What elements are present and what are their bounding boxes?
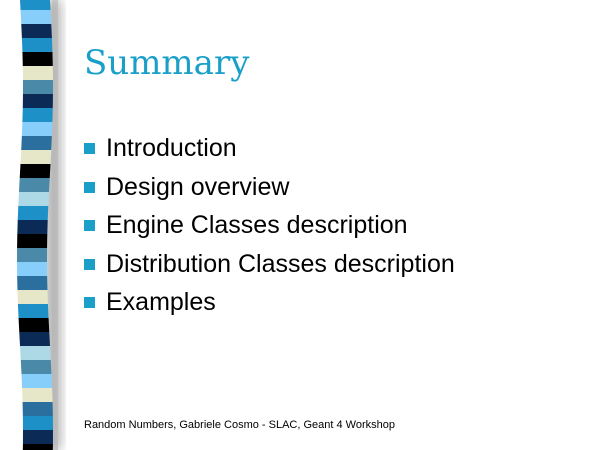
decorative-side-strip [0,0,66,450]
bullet-text: Design overview [106,172,290,201]
strip-band [23,430,53,444]
strip-band [21,374,52,388]
strip-band [17,234,47,248]
strip-band [19,318,50,332]
strip-band [22,388,52,402]
strip-band [17,290,47,304]
square-bullet-icon [84,259,95,270]
strip-band [23,80,53,94]
strip-band [18,304,49,318]
strip-band [17,262,47,276]
strip-band [18,192,49,206]
strip-band [22,122,53,136]
strip-band [20,150,51,164]
slide-title: Summary [84,43,250,83]
strip-band [23,94,53,108]
strip-band [23,66,53,80]
bullet-text: Introduction [106,134,237,162]
bullet-text: Examples [106,288,216,316]
strip-band [23,402,53,416]
strip-band [22,52,52,66]
strip-band [21,360,52,374]
strip-band [23,444,53,450]
strip-band [21,10,52,24]
strip-band [23,416,53,430]
square-bullet-icon [84,220,95,231]
strip-band [21,136,52,150]
bullet-text: Engine Classes description [106,211,408,239]
strip-band [20,0,51,10]
strip-band [19,178,50,192]
strip-band [21,24,52,38]
slide-footer: Random Numbers, Gabriele Cosmo - SLAC, Geant 4 Workshop [84,419,395,431]
strip-band [22,38,53,52]
strip-band [20,164,51,178]
strip-band [20,346,51,360]
bullet-text: Distribution Classes description [106,249,455,278]
square-bullet-icon [84,182,95,193]
strip-band [19,332,50,346]
strip-band [22,108,52,122]
strip-band [17,248,47,262]
strip-band [17,276,47,290]
square-bullet-icon [84,297,95,308]
square-bullet-icon [84,143,95,154]
strip-band [18,206,49,220]
strip-band [17,220,47,234]
